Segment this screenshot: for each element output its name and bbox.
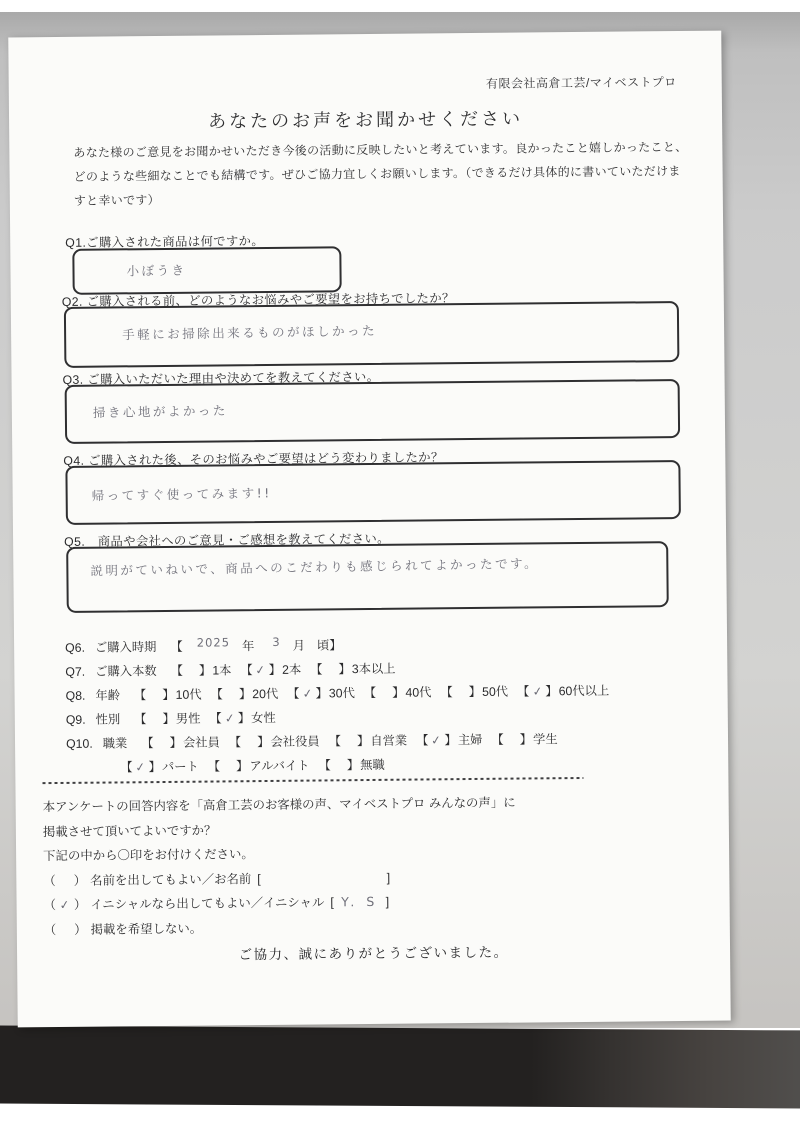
q5-answer-box: [66, 541, 669, 613]
check-mark: [146, 698, 162, 700]
bracket-open: 【: [491, 732, 504, 747]
bracket-close: 】: [392, 685, 405, 700]
scanner-shadow-band: [0, 1026, 800, 1109]
q7-option-2: [240, 660, 301, 679]
q6-row: [65, 635, 342, 656]
option-label: 学生: [532, 732, 558, 747]
consent-line-1: 本アンケートの回答内容を「高倉工芸のお客様の声、マイベストプロ みんなの声」に: [42, 795, 516, 815]
q6-month-handwritten: 3: [272, 634, 281, 649]
field-bracket-close: ]: [385, 894, 390, 909]
bracket-open: 【: [318, 758, 331, 773]
check-mark: [223, 697, 239, 699]
q9-option-2: [209, 708, 275, 727]
q1-answer-box: [72, 246, 341, 295]
check-mark: [331, 768, 347, 770]
q8-option-3: [287, 683, 355, 702]
q10-option-1: [141, 732, 220, 751]
form-title: あなたのお声をお聞かせください: [207, 108, 524, 132]
q10-row-1: [66, 729, 567, 752]
bracket-open: 【: [328, 734, 342, 749]
bracket-close: 】: [315, 686, 328, 701]
bracket-open: 【: [141, 736, 154, 751]
bracket-close: 】: [236, 759, 249, 774]
option-label: 60代以上: [558, 683, 610, 699]
bracket-close: 】: [329, 638, 342, 653]
check-mark: [323, 672, 339, 674]
q10-option-6: [120, 757, 199, 776]
consent-option-label: 名前を出してもよい／お名前: [90, 871, 252, 888]
bracket-open: 【: [287, 686, 300, 701]
q7-option-1: [171, 660, 232, 679]
paren-close: ）: [73, 897, 87, 912]
check-mark: ✓: [59, 897, 71, 913]
q7-option-3: [310, 659, 396, 678]
bracket-open: 【: [416, 733, 429, 748]
option-label: 主婦: [457, 732, 483, 748]
q10-option-5: [491, 729, 557, 748]
option-label: パート: [161, 759, 199, 775]
q4-answer-box: [65, 460, 681, 525]
bracket-close: 】: [162, 687, 175, 702]
check-mark: ✓: [223, 710, 236, 726]
q1-label: Q1.ご購入された商品は何ですか。: [65, 233, 265, 250]
q9-number: Q9.: [65, 712, 86, 727]
bracket-close: 】: [519, 732, 533, 747]
q9-row: [66, 708, 285, 728]
q8-number: Q8.: [65, 688, 86, 703]
bracket-open: 【: [228, 735, 242, 750]
consent-line-2: 掲載させて頂いてよいですか？: [42, 822, 217, 839]
q10-label: 職業: [102, 736, 128, 751]
intro-line-1: あなた様のご意見をお聞かせいただき今後の活動に反映したいと考えています。良かったこと嬉しかったこと、: [73, 139, 688, 160]
paren-open: （: [43, 922, 57, 937]
q8-option-1: [134, 685, 202, 704]
intro-line-2: どのような些細なことでも結構です。ぜひご協力宜しくお願いします。（できるだけ具体的に書いていただけま: [73, 163, 681, 184]
bracket-open: 【: [170, 663, 184, 678]
check-mark: [147, 722, 163, 724]
bracket-open: 【: [210, 687, 224, 702]
q4-handwritten-answer: 帰ってすぐ使ってみます!!: [91, 485, 272, 504]
paren-close: ）: [73, 873, 87, 888]
intro-text: [73, 135, 692, 213]
q5-handwritten-answer: 説明がていねいで、商品へのこだわりも感じられてよかったです。: [90, 555, 540, 579]
q7-label: ご購入本数: [95, 664, 157, 679]
option-label: 10代: [175, 687, 202, 702]
bracket-open: 【: [170, 639, 183, 654]
q7-row: [65, 659, 404, 680]
bracket-open: 【: [207, 759, 221, 774]
q6-label: ご購入時期: [94, 640, 157, 655]
bracket-close: 】: [237, 711, 251, 726]
bracket-close: 】: [162, 711, 175, 726]
option-label: 自営業: [370, 733, 408, 749]
paren-open: （: [43, 873, 56, 888]
bracket-close: 】: [148, 760, 161, 775]
paren-close: ）: [74, 922, 87, 937]
bracket-close: 】: [238, 687, 252, 702]
q10-option-4: [416, 730, 482, 749]
check-mark: ✓: [134, 759, 147, 775]
bracket-open: 【: [133, 688, 147, 703]
q1-handwritten-answer: 小ぼうき: [126, 262, 187, 279]
bracket-close: 】: [169, 735, 183, 750]
consent-line-3: 下記の中から〇印をお付けください。: [43, 847, 254, 864]
bracket-close: 】: [346, 758, 360, 773]
consent-option-label: イニシャルなら出してもよい／イニシャル: [90, 895, 325, 912]
bracket-open: 【: [209, 711, 222, 726]
check-mark: [56, 883, 74, 885]
check-mark: ✓: [254, 662, 267, 678]
dashed-divider: [42, 777, 583, 784]
q9-label: 性別: [95, 712, 121, 727]
option-label: 無職: [360, 757, 385, 773]
q8-row: [65, 681, 618, 704]
consent-section: [43, 791, 517, 943]
intro-line-3: すと幸いです）: [73, 192, 161, 208]
paren-open: （: [43, 898, 57, 913]
check-mark: [453, 695, 469, 697]
bracket-close: 】: [444, 733, 457, 748]
q8-option-6: [517, 681, 609, 700]
option-label: 50代: [482, 684, 509, 699]
bracket-open: 【: [440, 685, 453, 700]
bracket-open: 【: [310, 662, 323, 677]
q10-number: Q10.: [65, 736, 93, 751]
check-mark: [376, 696, 392, 698]
q8-label: 年齢: [95, 688, 121, 703]
q2-answer-box: [64, 301, 680, 368]
q3-answer-box: [65, 379, 681, 444]
field-bracket-close: ]: [386, 870, 391, 885]
option-label: アルバイト: [249, 758, 310, 774]
q6-year-unit: 年: [241, 639, 255, 654]
q2-label: Q2. ご購入される前、どのようなお悩みやご要望をお持ちでしたか？: [61, 291, 455, 309]
option-label: 1本: [212, 663, 232, 678]
bracket-open: 【: [134, 712, 147, 727]
option-label: 男性: [175, 711, 201, 726]
field-bracket-open: [: [257, 871, 261, 886]
option-label: 20代: [252, 686, 279, 702]
check-mark: [504, 743, 520, 745]
q7-number: Q7.: [65, 664, 86, 679]
q3-handwritten-answer: 掃き心地がよかった: [92, 402, 228, 421]
option-label: 女性: [251, 710, 276, 726]
bracket-close: 】: [257, 734, 270, 750]
q6-year-handwritten: 2025: [196, 635, 231, 650]
name-field-value: [261, 881, 387, 882]
bracket-close: 】: [468, 684, 482, 700]
bracket-open: 【: [516, 684, 530, 699]
option-label: 2本: [281, 662, 302, 677]
q8-option-5: [440, 682, 508, 701]
q4-label: Q4. ご購入された後、そのお悩みやご要望はどう変わりましたか？: [63, 450, 444, 468]
bracket-open: 【: [240, 663, 253, 678]
consent-option-label: 掲載を希望しない。: [90, 921, 203, 937]
option-label: 40代: [405, 685, 432, 700]
field-bracket-open: [: [330, 895, 334, 910]
check-mark: [183, 674, 199, 676]
check-mark: [220, 769, 236, 771]
check-mark: ✓: [430, 732, 443, 748]
company-name: 有限会社高倉工芸/マイベストプロ: [485, 75, 677, 91]
bracket-open: 【: [363, 685, 377, 701]
consent-option-decline: [44, 913, 517, 942]
initial-field-value: Y. S: [341, 893, 379, 910]
bracket-close: 】: [356, 734, 370, 749]
q10-option-8: [318, 755, 384, 774]
option-label: 会社員: [182, 735, 220, 750]
q9-option-1: [134, 709, 200, 728]
q10-option-7: [208, 756, 310, 775]
bracket-open: 【: [120, 760, 133, 775]
check-mark: [241, 745, 257, 747]
q10-option-3: [329, 731, 408, 750]
bracket-close: 】: [545, 684, 558, 699]
q2-handwritten-answer: 手軽にお掃除出来るものがほしかった: [122, 323, 378, 343]
check-mark: ✓: [301, 686, 314, 702]
option-label: 30代: [328, 686, 355, 701]
bracket-close: 】: [338, 662, 351, 677]
q3-label: Q3. ご購入いただいた理由や決めてを教えてください。: [62, 369, 380, 387]
check-mark: [56, 932, 74, 934]
q8-option-4: [364, 682, 432, 701]
bracket-close: 】: [268, 662, 282, 677]
closing-message: ご協力、誠にありがとうございました。: [238, 944, 509, 963]
option-label: 会社役員: [270, 734, 320, 749]
q6-suffix: 頃: [316, 638, 330, 653]
option-label: 3本以上: [351, 661, 396, 677]
q10-row-2: [120, 755, 394, 776]
check-mark: [154, 746, 170, 748]
bracket-close: 】: [198, 663, 212, 678]
q8-option-2: [211, 684, 279, 703]
q6-number: Q6.: [65, 640, 86, 655]
survey-sheet: [8, 31, 730, 1028]
check-mark: [341, 744, 357, 746]
q5-label: Q5. 商品や会社へのご意見・ご感想を教えてください。: [64, 531, 390, 549]
q6-month-unit: 月: [292, 638, 306, 653]
q10-option-2: [229, 731, 320, 750]
check-mark: ✓: [531, 683, 544, 699]
